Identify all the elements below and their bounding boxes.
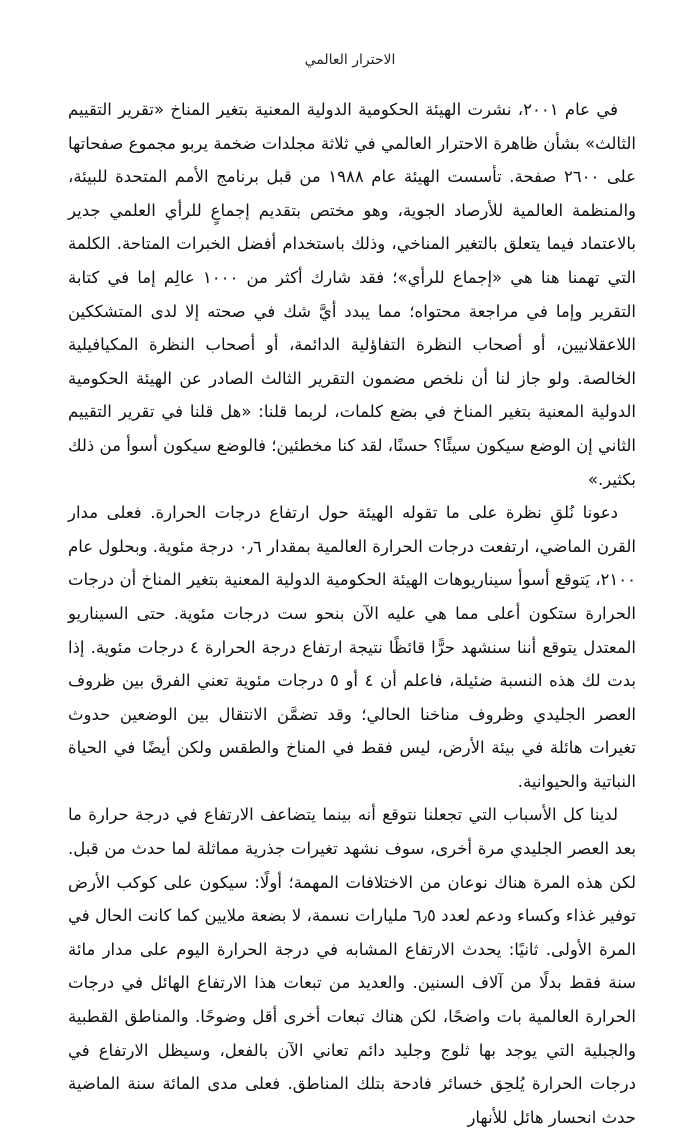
- running-header: الاحترار العالمي: [304, 52, 396, 68]
- paragraph-2: دعونا نُلقِ نظرة على ما تقوله الهيئة حول ارتفاع درجات الحرارة. فعلى مدار القرن الماضي، ارتفعت درجات الحرارة العالمية بمقدار ٠٫٦ درجة مئوية. وبحلول عام ٢١٠٠، يَتوقع أسوأ سيناريوهات الهيئة الحكومية الدولية المعنية بتغير المناخ أن درجات الحرارة ستكون أعلى مما هي عليه الآن بنحو ست درجات مئوية. حتى السيناريو المعتدل يتوقع أننا سنشهد حرًّا قائظًا نتيجة ارتفاع درجة الحرارة ٤ درجات مئوية. إذا بدت لك هذه النسبة ضئيلة، فاعلم أن ٤ أو ٥ درجات مئوية تعني الفرق بين ظروف العصر الجليدي وظروف مناخنا الحالي؛ وقد تضمَّن الانتقال بين الوضعين حدوث تغيرات هائلة في بيئة الأرض، ليس فقط في المناخ والطقس ولكن أيضًا في الحياة النباتية والحيوانية.: [68, 503, 637, 791]
- body-text: [68, 93, 637, 1127]
- paragraph-1: في عام ٢٠٠١، نشرت الهيئة الحكومية الدولية المعنية بتغير المناخ «تقرير التقييم الثالث» بشأن ظاهرة الاحترار العالمي في ثلاثة مجلدات ضخمة يربو مجموع صفحاتها على ٢٦٠٠ صفحة. تأسست الهيئة عام ١٩٨٨ من قبل برنامج الأمم المتحدة للبيئة، والمنظمة العالمية للأرصاد الجوية، وهو مختص بتقديم إجماعٍ للرأي العلمي جدير بالاعتماد فيما يتعلق بالتغير المناخي، وذلك باستخدام أفضل الخبرات المتاحة. الكلمة التي تهمنا هنا هي «إجماع للرأي»؛ فقد شارك أكثر من ١٠٠٠ عالِم إما في كتابة التقرير وإما في مراجعة محتواه؛ مما يبدد أيَّ شك في صحته إلا لدى المتشككين اللاعقلانيين، أو أصحاب النظرة التفاؤلية الدائمة، أو أصحاب النظرة المكيافيلية الخالصة. ولو جاز لنا أن نلخص مضمون التقرير الثالث الصادر عن الهيئة الحكومية الدولية المعنية بتغير المناخ في بضع كلمات، لربما قلنا: «هل قلنا في تقرير التقييم الثاني إن الوضع سيكون سيئًا؟ حسنًا، لقد كنا مخطئين؛ فالوضع سيكون أسوأ من ذلك بكثير.»: [68, 100, 636, 489]
- paragraph-3: لدينا كل الأسباب التي تجعلنا نتوقع أنه بينما يتضاعف الارتفاع في درجة حرارة ما بعد العصر الجليدي مرة أخرى، سوف نشهد تغيرات جذرية مماثلة لما حدث من قبل. لكن هذه المرة هناك نوعان من الاختلافات المهمة؛ أولًا: سيكون على كوكب الأرض توفير غذاء وكساء ودعم لعدد ٦٫٥ مليارات نسمة، لا بضعة ملايين كما كانت الحال في المرة الأولى. ثانيًا: يحدث الارتفاع المشابه في درجة الحرارة اليوم على مدار مائة سنة فقط بدلًا من آلاف السنين. والعديد من تبعات هذا الارتفاع الهائل في درجات الحرارة العالمية بات واضحًا، لكن هناك تبعات أخرى أقل وضوحًا. والمناطق القطبية والجبلية التي يوجد بها ثلوج وجليد دائم تعاني الآن بالفعل، وسيظل الارتفاع في درجات الحرارة يُلحِق خسائر فادحة بتلك المناطق. فعلى مدى المائة سنة الماضية حدث انحسار هائل للأنهار: [68, 805, 636, 1127]
